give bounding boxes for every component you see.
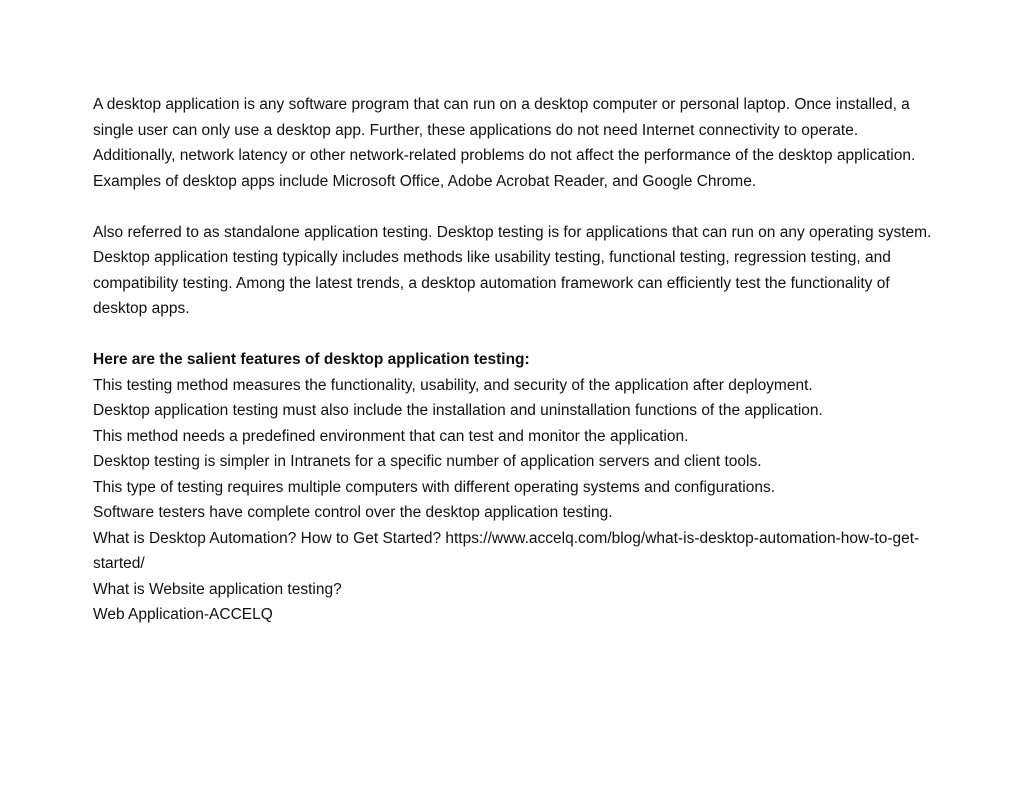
feature-item: This testing method measures the functionality, usability, and security of the application after deployment. xyxy=(93,376,813,394)
document-body xyxy=(93,92,933,628)
desktop-automation-link-line: What is Desktop Automation? How to Get Started? https://www.accelq.com/blog/what-is-desktop-automation-how-to-get-started/ xyxy=(93,529,920,572)
feature-item: This type of testing requires multiple computers with different operating systems and configurations. xyxy=(93,478,776,496)
standalone-paragraph: Also referred to as standalone application testing. Desktop testing is for applications that can run on any operating system. Desktop application testing typically includes methods like usability testing, functional testing, regression testing, and compatibility testing. Among the latest trends, a desktop automation framework can efficiently test the functionality of desktop apps. xyxy=(93,223,932,317)
feature-item: Desktop testing is simpler in Intranets for a specific number of application servers and client tools. xyxy=(93,453,762,470)
paragraph-spacer xyxy=(93,194,933,220)
web-application-line: Web Application-ACCELQ xyxy=(93,606,273,623)
feature-item: Desktop application testing must also include the installation and uninstallation functions of the application. xyxy=(93,402,823,419)
intro-paragraph: A desktop application is any software program that can run on a desktop computer or personal laptop. Once installed, a single user can only use a desktop app. Further, these applications do not need Internet connectivity to operate. Additionally, network latency or other network-related problems do not affect the performance of the desktop application. Examples of desktop apps include Microsoft Office, Adobe Acrobat Reader, and Google Chrome. xyxy=(93,96,916,190)
website-testing-line: What is Website application testing? xyxy=(93,580,342,598)
paragraph-spacer xyxy=(93,322,933,348)
feature-item: This method needs a predefined environment that can test and monitor the application. xyxy=(93,427,689,445)
features-heading: Here are the salient features of desktop application testing: xyxy=(93,351,530,368)
feature-item: Software testers have complete control over the desktop application testing. xyxy=(93,504,613,521)
